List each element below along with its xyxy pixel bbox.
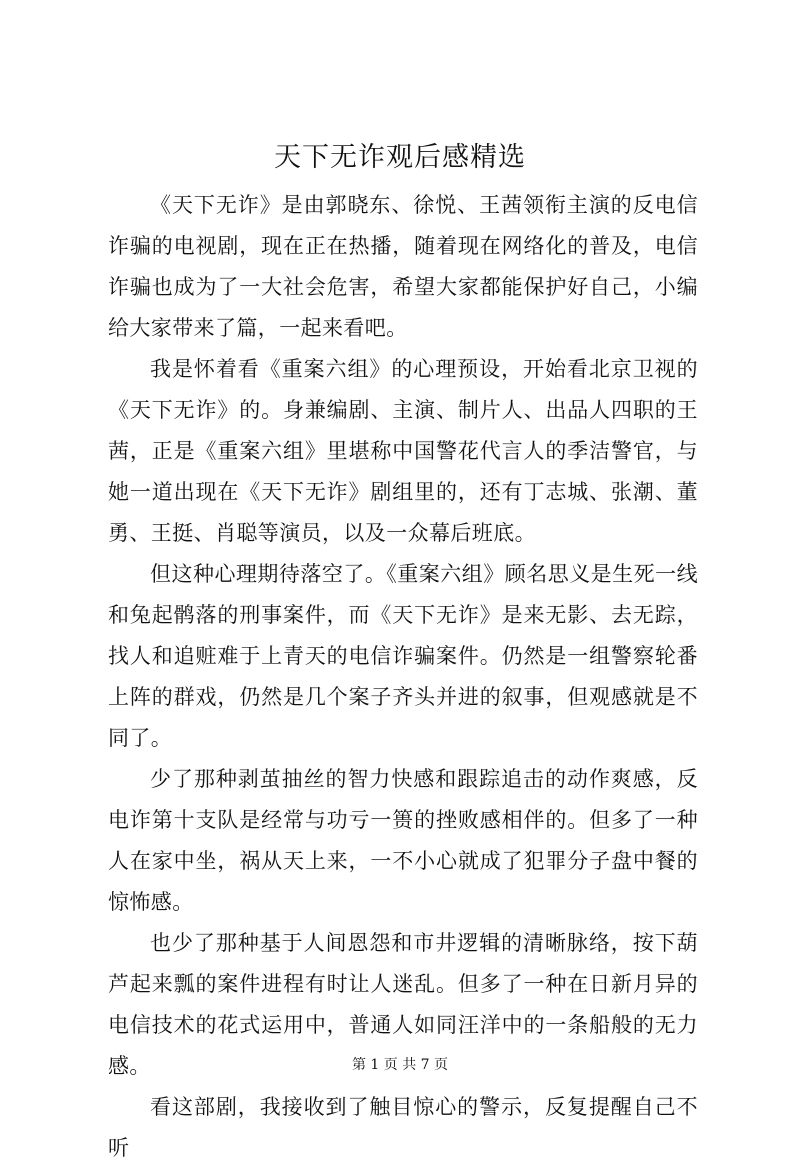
paragraph-2: 我是怀着看《重案六组》的心理预设，开始看北京卫视的《天下无诈》的。身兼编剧、主演、制片人、出品人四职的王茜，正是《重案六组》里堪称中国警花代言人的季洁警官，与她一道出现在《天下无诈》剧组里的，还有丁志城、张潮、董勇、王挺、肖聪等演员，以及一众幕后班底。 [108,357,698,545]
paragraph-4: 少了那种剥茧抽丝的智力快感和跟踪追击的动作爽感，反电诈第十支队是经常与功亏一篑的挫败感相伴的。但多了一种人在家中坐，祸从天上来，一不小心就成了犯罪分子盘中餐的惊怖感。 [108,767,698,914]
paragraph-5: 也少了那种基于人间恩怨和市井逻辑的清晰脉络，按下葫芦起来瓢的案件进程有时让人迷乱。但多了一种在日新月异的电信技术的花式运用中，普通人如同汪洋中的一条船般的无力感。 [108,931,698,1078]
paragraph-3: 但这种心理期待落空了。《重案六组》顾名思义是生死一线和兔起鹘落的刑事案件，而《天下无诈》是来无影、去无踪，找人和追赃难于上青天的电信诈骗案件。仍然是一组警察轮番上阵的群戏，仍然是几个案子齐头并进的叙事，但观感就是不同了。 [108,562,698,750]
paragraph-6: 看这部剧，我接收到了触目惊心的警示，反复提醒自己不听 [108,1095,698,1160]
page-number-footer: 第 1 页 共 7 页 [351,1057,449,1073]
document-title: 天下无诈观后感精选 [274,142,526,173]
document-body [108,185,698,1169]
paragraph-1: 《天下无诈》是由郭晓东、徐悦、王茜领衔主演的反电信诈骗的电视剧，现在正在热播，随着现在网络化的普及，电信诈骗也成为了一大社会危害，希望大家都能保护好自己，小编给大家带来了篇，一起来看吧。 [108,193,698,340]
